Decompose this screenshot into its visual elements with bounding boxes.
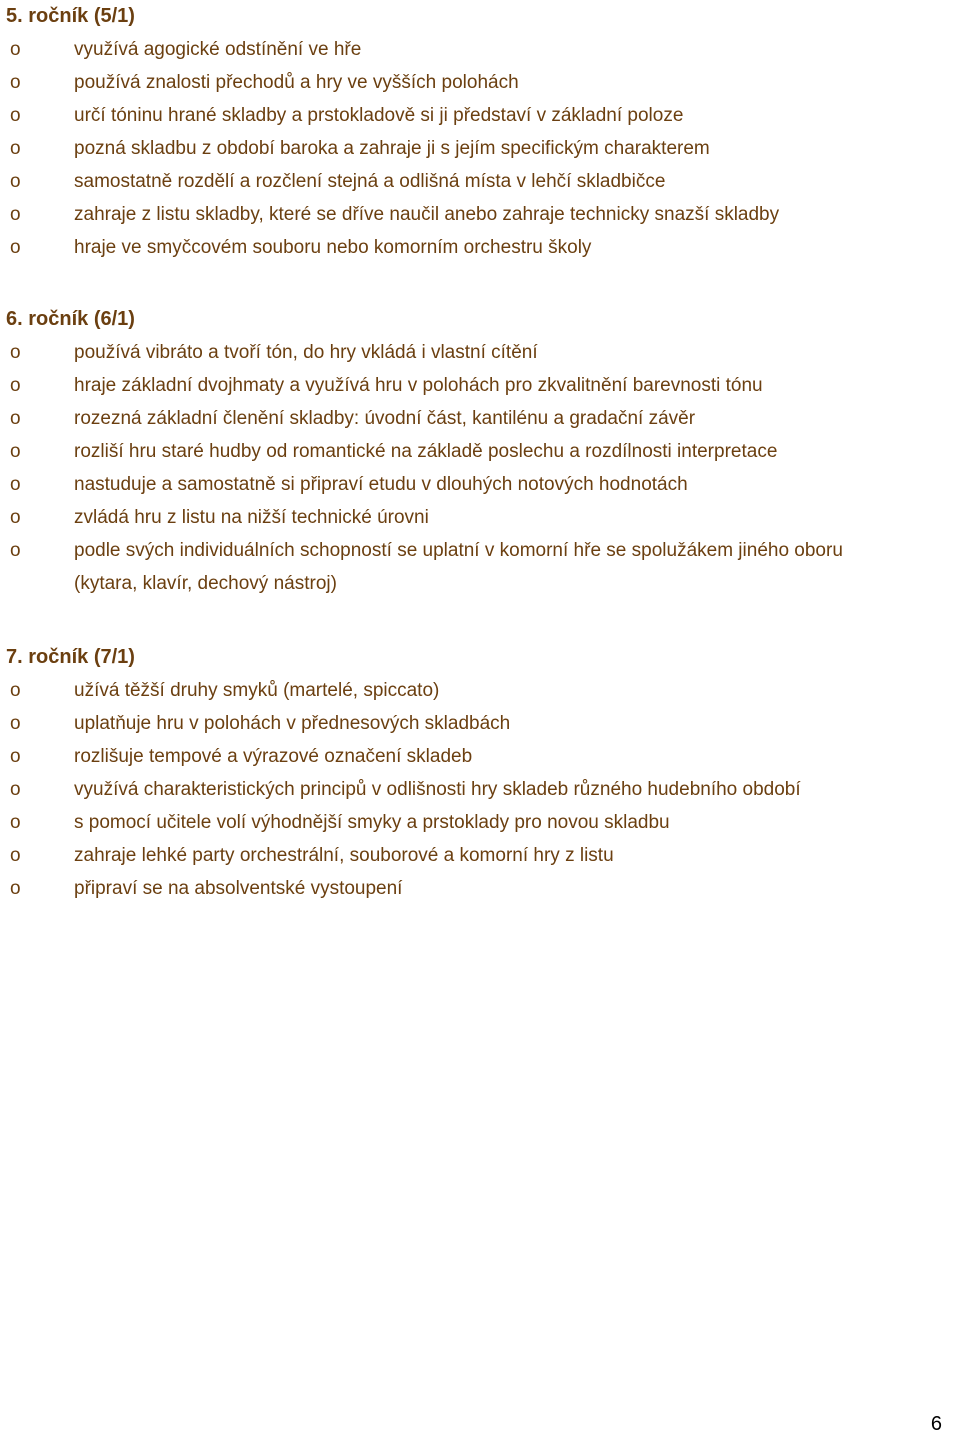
list-item-text: používá znalosti přechodů a hry ve vyšších polohách xyxy=(74,72,519,93)
list-item xyxy=(6,165,906,198)
list-item-text: rozezná základní členění skladby: úvodní část, kantilénu a gradační závěr xyxy=(74,408,696,429)
list-item xyxy=(6,707,906,740)
list-item-text: rozliší hru staré hudby od romantické na základě poslechu a rozdílnosti interpretace xyxy=(74,441,778,462)
bullet-marker: o xyxy=(10,237,21,258)
list-item-text: hraje základní dvojhmaty a využívá hru v polohách pro zkvalitnění barevnosti tónu xyxy=(74,375,763,396)
bullet-marker: o xyxy=(10,72,21,93)
list-item-text: uplatňuje hru v polohách v přednesových skladbách xyxy=(74,713,511,734)
list-item xyxy=(6,369,906,402)
list-item xyxy=(6,99,906,132)
list-item-text: využívá charakteristických principů v odlišnosti hry skladeb různého hudebního období xyxy=(74,779,801,800)
bullet-marker: o xyxy=(10,342,21,363)
bullet-marker: o xyxy=(10,39,21,60)
bullet-marker: o xyxy=(10,680,21,701)
list-item xyxy=(6,674,906,707)
bullet-marker: o xyxy=(10,105,21,126)
list-item xyxy=(6,132,906,165)
list-item-text: s pomocí učitele volí výhodnější smyky a prstoklady pro novou skladbu xyxy=(74,812,670,833)
list-item xyxy=(6,402,906,435)
list-item xyxy=(6,806,906,839)
section-grade-6 xyxy=(6,303,906,600)
bullet-marker: o xyxy=(10,408,21,429)
bullet-marker: o xyxy=(10,845,21,866)
list-item-text: samostatně rozdělí a rozčlení stejná a odlišná místa v lehčí skladbičce xyxy=(74,171,666,192)
bullet-list xyxy=(6,674,906,905)
list-item-text: zahraje lehké party orchestrální, souborové a komorní hry z listu xyxy=(74,845,614,866)
section-grade-7 xyxy=(6,641,906,905)
list-item-text: podle svých individuálních schopností se uplatní v komorní hře se spolužákem jiného oboru (kytara, klavír, dechový nástroj) xyxy=(74,540,843,594)
list-item xyxy=(6,839,906,872)
list-item xyxy=(6,33,906,66)
list-item-text: nastuduje a samostatně si připraví etudu v dlouhých notových hodnotách xyxy=(74,474,688,495)
list-item-text: používá vibráto a tvoří tón, do hry vkládá i vlastní cítění xyxy=(74,342,538,363)
list-item-text: užívá těžší druhy smyků (martelé, spiccato) xyxy=(74,680,440,701)
list-item xyxy=(6,66,906,99)
bullet-list xyxy=(6,33,906,264)
bullet-marker: o xyxy=(10,204,21,225)
bullet-marker: o xyxy=(10,441,21,462)
list-item xyxy=(6,198,906,231)
list-item-text: pozná skladbu z období baroka a zahraje ji s jejím specifickým charakterem xyxy=(74,138,710,159)
bullet-list xyxy=(6,336,906,600)
bullet-marker: o xyxy=(10,746,21,767)
bullet-marker: o xyxy=(10,474,21,495)
list-item xyxy=(6,336,906,369)
list-item xyxy=(6,773,906,806)
list-item xyxy=(6,231,906,264)
list-item-text: rozlišuje tempové a výrazové označení skladeb xyxy=(74,746,473,767)
list-item xyxy=(6,534,906,600)
list-item-text: určí tóninu hrané skladby a prstokladově si ji představí v základní poloze xyxy=(74,105,684,126)
bullet-marker: o xyxy=(10,375,21,396)
list-item-text: hraje ve smyčcovém souboru nebo komorním orchestru školy xyxy=(74,237,592,258)
list-item-text: zahraje z listu skladby, které se dříve naučil anebo zahraje technicky snazší skladby xyxy=(74,204,780,225)
bullet-marker: o xyxy=(10,779,21,800)
bullet-marker: o xyxy=(10,171,21,192)
bullet-marker: o xyxy=(10,812,21,833)
list-item-text: zvládá hru z listu na nižší technické úrovni xyxy=(74,507,429,528)
bullet-marker: o xyxy=(10,507,21,528)
section-heading: 6. ročník (6/1) xyxy=(6,308,135,330)
list-item xyxy=(6,501,906,534)
section-grade-5 xyxy=(6,0,906,264)
bullet-marker: o xyxy=(10,713,21,734)
bullet-marker: o xyxy=(10,540,21,561)
page-number: 6 xyxy=(930,1413,942,1435)
list-item xyxy=(6,872,906,905)
list-item xyxy=(6,435,906,468)
list-item xyxy=(6,468,906,501)
list-item-text: připraví se na absolventské vystoupení xyxy=(74,878,403,899)
section-heading: 7. ročník (7/1) xyxy=(6,646,135,668)
bullet-marker: o xyxy=(10,878,21,899)
bullet-marker: o xyxy=(10,138,21,159)
list-item xyxy=(6,740,906,773)
list-item-text: využívá agogické odstínění ve hře xyxy=(74,39,362,60)
section-heading: 5. ročník (5/1) xyxy=(6,5,135,27)
